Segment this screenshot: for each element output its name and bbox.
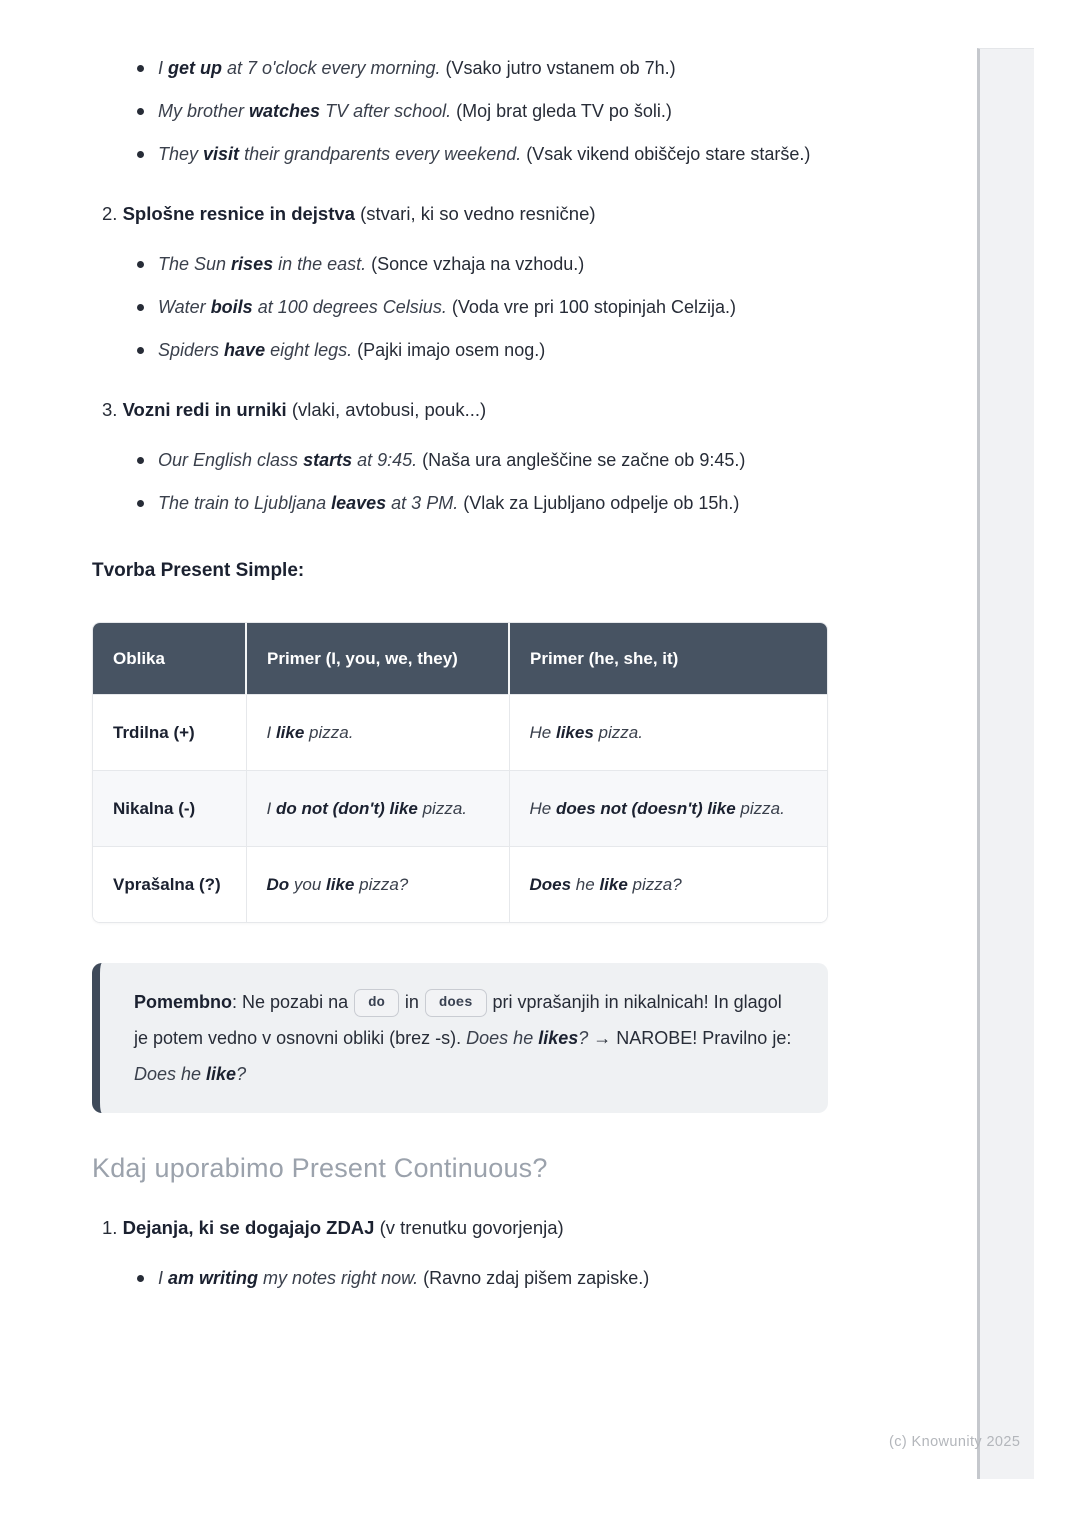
text-segment: visit	[203, 144, 240, 164]
table-cell	[509, 695, 827, 771]
bullet-dot	[137, 261, 144, 268]
text-segment: do not (don't) like	[275, 799, 418, 818]
table-row	[93, 847, 827, 923]
list-item	[92, 334, 828, 367]
list-item	[92, 1262, 828, 1295]
text-segment: ?	[578, 1028, 589, 1048]
bullet-list	[92, 1262, 828, 1295]
bullet-dot	[137, 1275, 144, 1282]
text-segment: I	[266, 723, 276, 742]
text-segment: pizza?	[354, 875, 409, 894]
text-segment: get up	[168, 58, 223, 78]
text-segment: pizza.	[593, 723, 643, 742]
bullet-dot	[137, 151, 144, 158]
text-segment: pizza.	[304, 723, 354, 742]
text-segment: likes	[555, 723, 594, 742]
text-segment: rises	[231, 254, 274, 274]
text-segment: (Ravno zdaj pišem zapiske.)	[418, 1268, 650, 1288]
text-segment: at 7 o'clock every morning.	[222, 58, 441, 78]
table-cell	[509, 847, 827, 923]
text-segment: (Vsako jutro vstanem ob 7h.)	[440, 58, 676, 78]
item-number: 3.	[102, 399, 123, 420]
text-segment: you	[289, 875, 327, 894]
text-segment: Water	[158, 297, 211, 317]
list-item	[92, 95, 828, 128]
text-segment: Does he	[134, 1064, 207, 1084]
text-segment: I	[158, 58, 169, 78]
text-segment: like	[275, 723, 305, 742]
list-item	[92, 444, 828, 477]
item-number: 1.	[102, 1217, 123, 1238]
list-item	[92, 291, 828, 324]
bullet-dot	[137, 65, 144, 72]
item-suffix: (v trenutku govorjenja)	[374, 1217, 564, 1238]
text-segment: have	[224, 340, 266, 360]
text-segment: (Vlak za Ljubljano odpelje ob 15h.)	[458, 493, 740, 513]
section-heading: Kdaj uporabimo Present Continuous?	[92, 1153, 548, 1183]
text-segment: in	[404, 992, 419, 1012]
table-cell	[246, 847, 509, 923]
grammar-table	[93, 623, 827, 922]
table-header-cell: Primer (he, she, it)	[509, 623, 827, 695]
bullet-dot	[137, 457, 144, 464]
text-segment: does not (doesn't) like	[555, 799, 736, 818]
text-segment: at 9:45.	[352, 450, 418, 470]
text-segment: in the east.	[273, 254, 367, 274]
list-item	[92, 52, 828, 85]
item-suffix: (stvari, ki so vedno resnične)	[354, 203, 596, 224]
bullet-list	[92, 52, 828, 171]
bullet-dot	[137, 108, 144, 115]
watermark: (c) Knowunity 2025	[889, 1434, 1021, 1450]
text-segment: likes	[538, 1028, 579, 1048]
text-segment: starts	[303, 450, 353, 470]
text-segment: watches	[249, 101, 321, 121]
numbered-heading	[92, 1211, 828, 1244]
table-header-row	[93, 623, 827, 695]
text-segment: Does	[529, 875, 572, 894]
code-chip: does	[425, 989, 487, 1017]
item-title: Vozni redi in urniki	[122, 399, 287, 420]
text-segment: Spiders	[158, 340, 225, 360]
numbered-heading	[92, 197, 828, 230]
text-segment: I	[158, 1268, 169, 1288]
important-callout	[92, 963, 828, 1113]
present-simple-table	[92, 622, 828, 923]
bullet-dot	[137, 347, 144, 354]
text-segment: My brother	[158, 101, 250, 121]
bullet-dot	[137, 304, 144, 311]
text-segment: their grandparents every weekend.	[239, 144, 522, 164]
table-row	[93, 695, 827, 771]
table-cell	[246, 695, 509, 771]
table-row-label: Vprašalna (?)	[93, 847, 246, 923]
list-item	[92, 487, 828, 520]
table-cell	[246, 771, 509, 847]
table-cell	[509, 771, 827, 847]
text-segment: pizza.	[417, 799, 467, 818]
text-segment: The Sun	[158, 254, 232, 274]
numbered-heading	[92, 393, 828, 426]
text-segment: pizza.	[735, 799, 785, 818]
bullet-list	[92, 248, 828, 367]
table-row	[93, 771, 827, 847]
text-segment: They	[158, 144, 204, 164]
text-segment: Do	[266, 875, 290, 894]
text-segment: like	[206, 1064, 237, 1084]
text-segment: he	[571, 875, 600, 894]
table-row-label: Nikalna (-)	[93, 771, 246, 847]
bold-paragraph: Tvorba Present Simple:	[92, 560, 305, 581]
item-suffix: (vlaki, avtobusi, pouk...)	[286, 399, 487, 420]
text-segment: (Sonce vzhaja na vzhodu.)	[366, 254, 585, 274]
list-item	[92, 248, 828, 281]
text-segment: like	[326, 875, 355, 894]
item-title: Splošne resnice in dejstva	[122, 203, 355, 224]
text-segment: → NAROBE! Pravilno je:	[588, 1028, 792, 1048]
text-segment: am writing	[168, 1268, 259, 1288]
text-segment: pri vprašanjih in nikalnicah! In glagol je potem vedno v osnovni obliki (brez -s).	[134, 992, 782, 1048]
text-segment: at 100 degrees Celsius.	[252, 297, 447, 317]
text-segment: (Pajki imajo osem nog.)	[352, 340, 546, 360]
text-segment: Our English class	[158, 450, 304, 470]
text-segment: ?	[236, 1064, 247, 1084]
table-header-cell: Oblika	[93, 623, 246, 695]
table-row-label: Trdilna (+)	[93, 695, 246, 771]
text-segment: He	[529, 799, 556, 818]
text-segment: The train to Ljubljana	[158, 493, 332, 513]
list-item	[92, 138, 828, 171]
scrollbar-track[interactable]	[977, 48, 1034, 1479]
text-segment: boils	[210, 297, 253, 317]
text-segment: eight legs.	[265, 340, 353, 360]
text-segment: leaves	[331, 493, 387, 513]
text-segment: He	[529, 723, 556, 742]
bullet-list	[92, 444, 828, 520]
text-segment: (Naša ura angleščine se začne ob 9:45.)	[417, 450, 746, 470]
code-chip: do	[354, 989, 399, 1017]
text-segment: like	[599, 875, 628, 894]
text-segment: Pomembno	[134, 992, 233, 1012]
text-segment: I	[266, 799, 276, 818]
text-segment: (Vsak vikend obiščejo stare starše.)	[521, 144, 811, 164]
text-segment: pizza?	[627, 875, 682, 894]
text-segment: (Moj brat gleda TV po šoli.)	[451, 101, 672, 121]
bullet-dot	[137, 500, 144, 507]
table-header-cell: Primer (I, you, we, they)	[246, 623, 509, 695]
text-segment: : Ne pozabi na	[232, 992, 349, 1012]
text-segment: my notes right now.	[258, 1268, 419, 1288]
text-segment: (Voda vre pri 100 stopinjah Celzija.)	[446, 297, 736, 317]
text-segment: at 3 PM.	[386, 493, 459, 513]
item-number: 2.	[102, 203, 123, 224]
text-segment: TV after school.	[320, 101, 452, 121]
document-content	[92, 42, 828, 1305]
text-segment: Does he	[466, 1028, 539, 1048]
item-title: Dejanja, ki se dogajajo ZDAJ	[122, 1217, 375, 1238]
